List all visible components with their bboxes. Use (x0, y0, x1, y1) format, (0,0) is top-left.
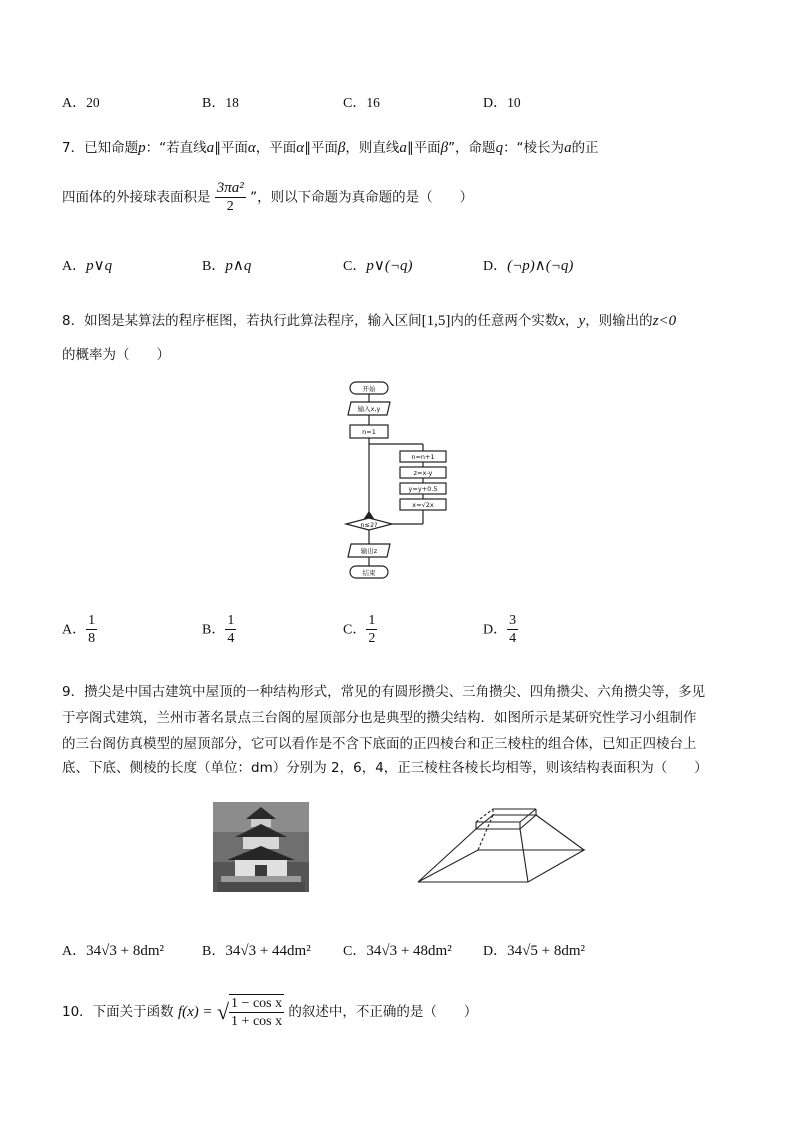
flow-b3-label: y=y+0.5 (408, 485, 438, 493)
flow-b1-label: n=n+1 (411, 453, 435, 461)
q7-option-b: B．p∧q (202, 258, 252, 274)
q9-stem-line2: 于亭阁式建筑，兰州市著名景点三台阁的屋顶部分也是典型的攒尖结构．如图所示是某研究性学习小组制作 (62, 710, 697, 726)
q7-stem-line2: 四面体的外接球表面积是 $\frac{\text{3πa²}}{2}$ ”，则以下命题为真命题的是（ ） (62, 180, 474, 214)
q8-option-a: A． $\frac{1}{8}$ (62, 613, 96, 646)
q7-fraction: $\frac{\text{3πa²}}{2}$ (216, 180, 244, 214)
frustum-prism-figure (416, 800, 588, 886)
q6-option-c: C．16 (343, 95, 380, 111)
flow-start-label: 开始 (362, 385, 376, 393)
flow-cond-label: n≤2? (360, 521, 378, 529)
q6-option-d: D．10 (483, 95, 521, 111)
q7-option-c: C．p∨(¬q) (343, 258, 413, 274)
bottom-base (418, 850, 584, 882)
q10-stem: 10．下面关于函数 f(x) = √ $\frac{\text{1 − cos x}}{\text{1 + cos x}}$ 的叙述中，不正确的是（ ） (62, 996, 478, 1029)
q9-option-c: C．34√3 + 48dm² (343, 943, 452, 959)
q10-radical-fraction: $\frac{\text{1 − cos x}}{\text{1 + cos x}}$ (231, 996, 283, 1029)
q9-option-a: A．34√3 + 8dm² (62, 943, 164, 959)
flow-input-label: 输入x,y (357, 405, 381, 413)
flowchart-figure (330, 378, 450, 584)
flow-b4-label: x=√2x (412, 501, 434, 509)
q6-option-a: A．20 (62, 95, 100, 111)
flow-output-label: 输出z (360, 547, 378, 555)
flow-init-label: n=1 (362, 428, 376, 436)
q9-stem-line1: 9．攒尖是中国古建筑中屋顶的一种结构形式，常见的有圆形攒尖、三角攒尖、四角攒尖、六角攒尖等，多见 (62, 684, 706, 700)
q8-stem-line2: 的概率为（ ） (62, 347, 170, 363)
q8-stem-line1: 8．如图是某算法的程序框图，若执行此算法程序，输入区间[1,5]内的任意两个实数x，y，则输出的z<0 (62, 313, 677, 329)
q7-option-d: D．(¬p)∧(¬q) (483, 258, 574, 274)
q8-option-c: C． $\frac{1}{2}$ (343, 613, 376, 646)
q9-option-b: B．34√3 + 44dm² (202, 943, 311, 959)
pavilion-photo (213, 802, 309, 892)
q9-option-d: D．34√5 + 8dm² (483, 943, 585, 959)
q9-stem-line3: 的三台阁仿真模型的屋顶部分，它可以看作是不含下底面的正四棱台和正三棱柱的组合体，已知正四棱台上 (62, 736, 697, 752)
q9-stem-line4: 底、下底、侧棱的长度（单位：dm）分别为 2，6，4，正三棱柱各棱长均相等，则该结构表面积为（ ） (62, 760, 708, 776)
q7-stem-line1: 7．已知命题p：“若直线a∥平面α，平面α∥平面β，则直线a∥平面β”，命题q：“棱长为a的正 (62, 140, 599, 156)
q7-option-a: A．p∨q (62, 258, 113, 274)
flow-end-label: 结束 (362, 569, 376, 577)
flow-b2-label: z=x-y (413, 469, 433, 477)
q8-option-b: B． $\frac{1}{4}$ (202, 613, 235, 646)
q8-option-d: D． $\frac{3}{4}$ (483, 613, 517, 646)
q6-option-b: B．18 (202, 95, 239, 111)
